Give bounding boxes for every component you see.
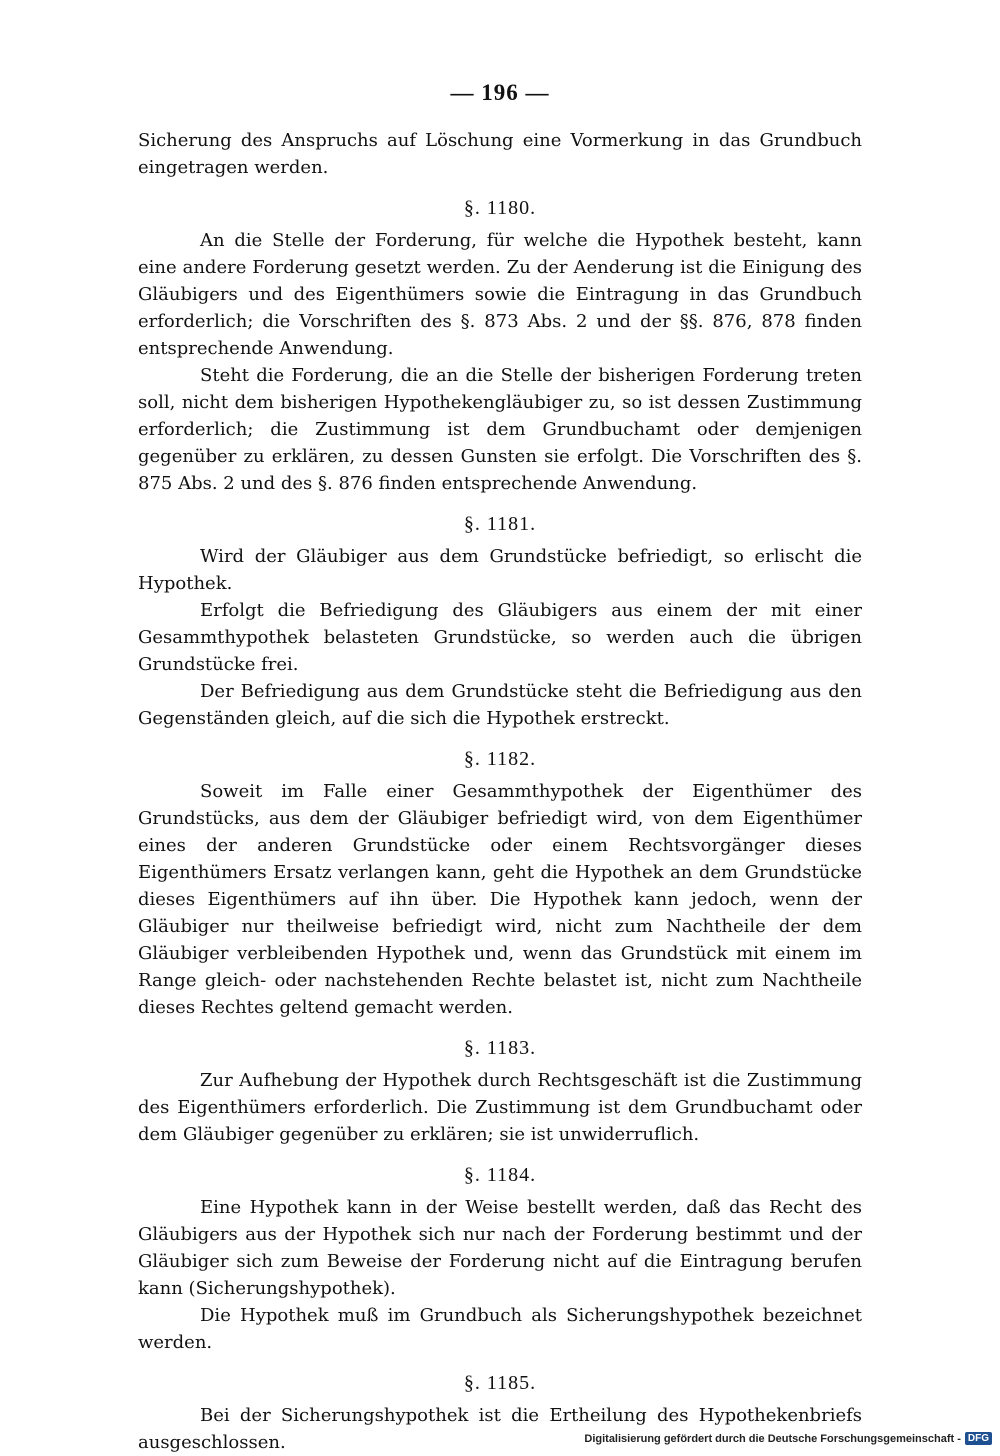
paragraph: Bei der Sicherungshypothek ist die Ertheilung des Hypothekenbriefs ausgeschlossen. [138, 1405, 862, 1453]
section-heading: §. 1182. [463, 748, 537, 770]
paragraph: Die Hypothek muß im Grundbuch als Sicherungshypothek bezeichnet werden. [138, 1305, 862, 1353]
page-body [138, 127, 862, 1456]
section-heading: §. 1180. [463, 197, 537, 219]
paragraph: Wird der Gläubiger aus dem Grundstücke befriedigt, so erlischt die Hypothek. [138, 546, 862, 594]
section-heading: §. 1185. [463, 1372, 537, 1394]
digitization-credit-text: Digitalisierung gefördert durch die Deutsche Forschungsgemeinschaft - [584, 1432, 961, 1445]
paragraph: Eine Hypothek kann in der Weise bestellt werden, daß das Recht des Gläubigers aus der Hypothek sich nur nach der Forderung bestimmt und der Gläubiger sich zum Beweise der Forderung nicht auf die Eintragung berufen kann (Sicherungshypothek). [138, 1197, 862, 1299]
page-number: — 196 — [450, 80, 550, 105]
paragraph: Steht die Forderung, die an die Stelle der bisherigen Forderung treten soll, nicht dem bisherigen Hypothekengläubiger zu, so ist dessen Zustimmung erforderlich; die Zustimmung ist dem Grundbuchamt oder demjenigen gegenüber zu erklären, zu dessen Gunsten sie erfolgt. Die Vorschriften des §. 875 Abs. 2 und des §. 876 finden entsprechende Anwendung. [138, 365, 862, 494]
section-heading: §. 1184. [463, 1164, 537, 1186]
paragraph: Soweit im Falle einer Gesammthypothek der Eigenthümer des Grundstücks, aus dem der Gläubiger befriedigt wird, von dem Eigenthümer eines der anderen Grundstücke oder einem Rechtsvorgänger dieses Eigenthümers Ersatz verlangen kann, geht die Hypothek an dem Grundstücke dieses Eigenthümers auf ihn über. Die Hypothek kann jedoch, wenn der Gläubiger nur theilweise befriedigt wird, nicht zum Nachtheile der dem Gläubiger verbleibenden Hypothek und, wenn das Grundstück mit einem im Range gleich- oder nachstehenden Rechte belastet ist, nicht zum Nachtheile dieses Rechtes geltend gemacht werden. [138, 781, 862, 1018]
dfg-logo: DFG [965, 1432, 992, 1445]
paragraph: Erfolgt die Befriedigung des Gläubigers aus einem der mit einer Gesammthypothek belasteten Grundstücke, so werden auch die übrigen Grundstücke frei. [138, 600, 862, 675]
paragraph: An die Stelle der Forderung, für welche die Hypothek besteht, kann eine andere Forderung gesetzt werden. Zu der Aenderung ist die Einigung des Gläubigers und des Eigenthümers sowie die Eintragung in das Grundbuch erforderlich; die Vorschriften des §. 873 Abs. 2 und der §§. 876, 878 finden entsprechende Anwendung. [138, 230, 862, 359]
paragraph: Sicherung des Anspruchs auf Löschung eine Vormerkung in das Grundbuch eingetragen werden. [138, 130, 862, 178]
digitization-credit [584, 1432, 992, 1445]
section-heading: §. 1181. [463, 513, 537, 535]
paragraph: Der Befriedigung aus dem Grundstücke steht die Befriedigung aus den Gegenständen gleich, auf die sich die Hypothek erstreckt. [138, 681, 862, 729]
section-heading: §. 1183. [463, 1037, 537, 1059]
paragraph: Zur Aufhebung der Hypothek durch Rechtsgeschäft ist die Zustimmung des Eigenthümers erforderlich. Die Zustimmung ist dem Grundbuchamt oder dem Gläubiger gegenüber zu erklären; sie ist unwiderruflich. [138, 1070, 862, 1145]
